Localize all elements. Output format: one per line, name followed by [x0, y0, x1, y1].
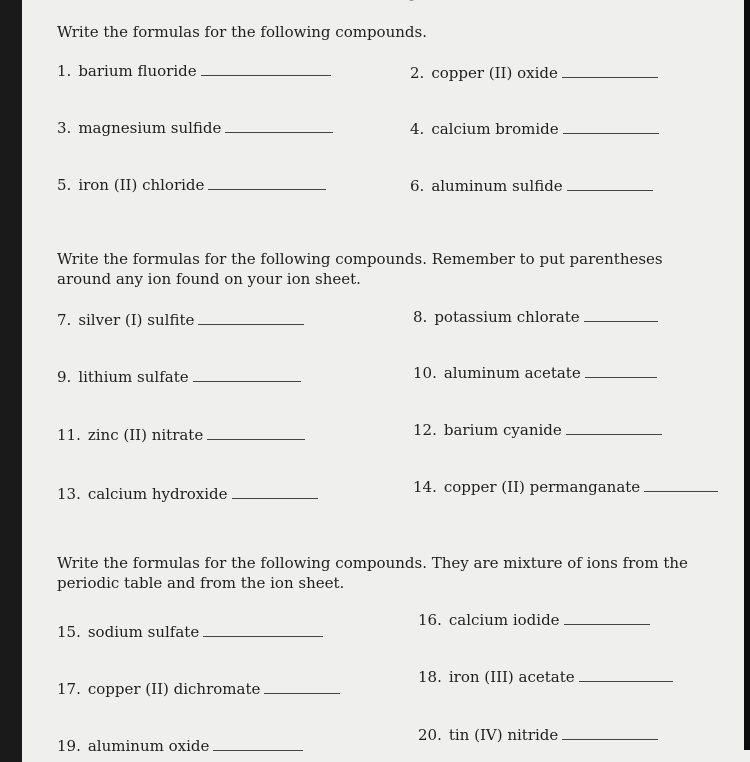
- compound-name: aluminum sulfide: [431, 177, 563, 195]
- page-title-text: [270, 0, 540, 2]
- answer-blank[interactable]: [564, 623, 650, 625]
- answer-blank[interactable]: [563, 132, 659, 134]
- compound-name: silver (I) sulfite: [78, 311, 195, 329]
- question-number: 17.: [57, 680, 81, 698]
- answer-blank[interactable]: [213, 749, 303, 751]
- question-number: 20.: [418, 726, 442, 744]
- question-number: 5.: [57, 176, 72, 194]
- answer-blank[interactable]: [201, 74, 331, 76]
- section-2-instructions: Write the formulas for the following compounds. Remember to put parentheses around any ion found on your ion sheet.: [57, 250, 663, 288]
- compound-name: iron (III) acetate: [448, 668, 575, 686]
- question-17: [57, 680, 340, 698]
- question-14: [413, 478, 718, 496]
- answer-blank[interactable]: [644, 490, 718, 492]
- compound-name: potassium chlorate: [434, 308, 580, 326]
- compound-name: lithium sulfate: [78, 368, 189, 386]
- compound-name: copper (II) oxide: [431, 64, 558, 82]
- question-15: [57, 623, 323, 641]
- question-2: [410, 64, 658, 82]
- question-12: [413, 421, 662, 439]
- answer-blank[interactable]: [232, 497, 318, 499]
- compound-name: copper (II) dichromate: [87, 680, 261, 698]
- answer-blank[interactable]: [579, 680, 673, 682]
- answer-blank[interactable]: [562, 76, 658, 78]
- answer-blank[interactable]: [208, 188, 326, 190]
- compound-name: copper (II) permanganate: [443, 478, 641, 496]
- answer-blank[interactable]: [562, 738, 658, 740]
- answer-blank[interactable]: [585, 376, 657, 378]
- answer-blank[interactable]: [567, 189, 653, 191]
- question-18: [418, 668, 673, 686]
- question-number: 1.: [57, 62, 72, 80]
- question-1: [57, 62, 331, 80]
- compound-name: barium cyanide: [443, 421, 562, 439]
- question-number: 19.: [57, 737, 81, 755]
- question-8: [413, 308, 658, 326]
- question-4: [410, 120, 659, 138]
- answer-blank[interactable]: [264, 692, 340, 694]
- question-number: 16.: [418, 611, 442, 629]
- question-9: [57, 368, 301, 386]
- question-16: [418, 611, 650, 629]
- question-number: 15.: [57, 623, 81, 641]
- answer-blank[interactable]: [207, 438, 305, 440]
- question-number: 14.: [413, 478, 437, 496]
- compound-name: magnesium sulfide: [78, 119, 222, 137]
- question-number: 11.: [57, 426, 81, 444]
- question-number: 9.: [57, 368, 72, 386]
- section-1-instructions: Write the formulas for the following compounds.: [57, 23, 427, 41]
- compound-name: zinc (II) nitrate: [87, 426, 204, 444]
- question-10: [413, 364, 657, 382]
- question-6: [410, 177, 653, 195]
- question-number: 10.: [413, 364, 437, 382]
- question-11: [57, 426, 305, 444]
- answer-blank[interactable]: [225, 131, 333, 133]
- compound-name: barium fluoride: [78, 62, 197, 80]
- question-20: [418, 726, 658, 744]
- compound-name: calcium hydroxide: [87, 485, 228, 503]
- question-number: 3.: [57, 119, 72, 137]
- compound-name: tin (IV) nitride: [448, 726, 559, 744]
- question-number: 18.: [418, 668, 442, 686]
- answer-blank[interactable]: [203, 635, 323, 637]
- compound-name: aluminum acetate: [443, 364, 581, 382]
- compound-name: calcium iodide: [448, 611, 560, 629]
- question-number: 12.: [413, 421, 437, 439]
- section-3-instructions: Write the formulas for the following compounds. They are mixture of ions from the periodic table and from the ion sheet.: [57, 554, 688, 592]
- question-number: 7.: [57, 311, 72, 329]
- question-5: [57, 176, 326, 194]
- compound-name: iron (II) chloride: [78, 176, 205, 194]
- answer-blank[interactable]: [198, 323, 304, 325]
- question-3: [57, 119, 333, 137]
- question-number: 8.: [413, 308, 428, 326]
- question-number: 2.: [410, 64, 425, 82]
- page-edge-shadow: [744, 0, 750, 750]
- compound-name: calcium bromide: [431, 120, 559, 138]
- question-number: 6.: [410, 177, 425, 195]
- question-7: [57, 311, 304, 329]
- answer-blank[interactable]: [193, 380, 301, 382]
- compound-name: aluminum oxide: [87, 737, 210, 755]
- question-13: [57, 485, 318, 503]
- answer-blank[interactable]: [584, 320, 658, 322]
- question-number: 13.: [57, 485, 81, 503]
- compound-name: sodium sulfate: [87, 623, 200, 641]
- question-number: 4.: [410, 120, 425, 138]
- answer-blank[interactable]: [566, 433, 662, 435]
- page-title: [270, 0, 540, 4]
- question-19: [57, 737, 303, 755]
